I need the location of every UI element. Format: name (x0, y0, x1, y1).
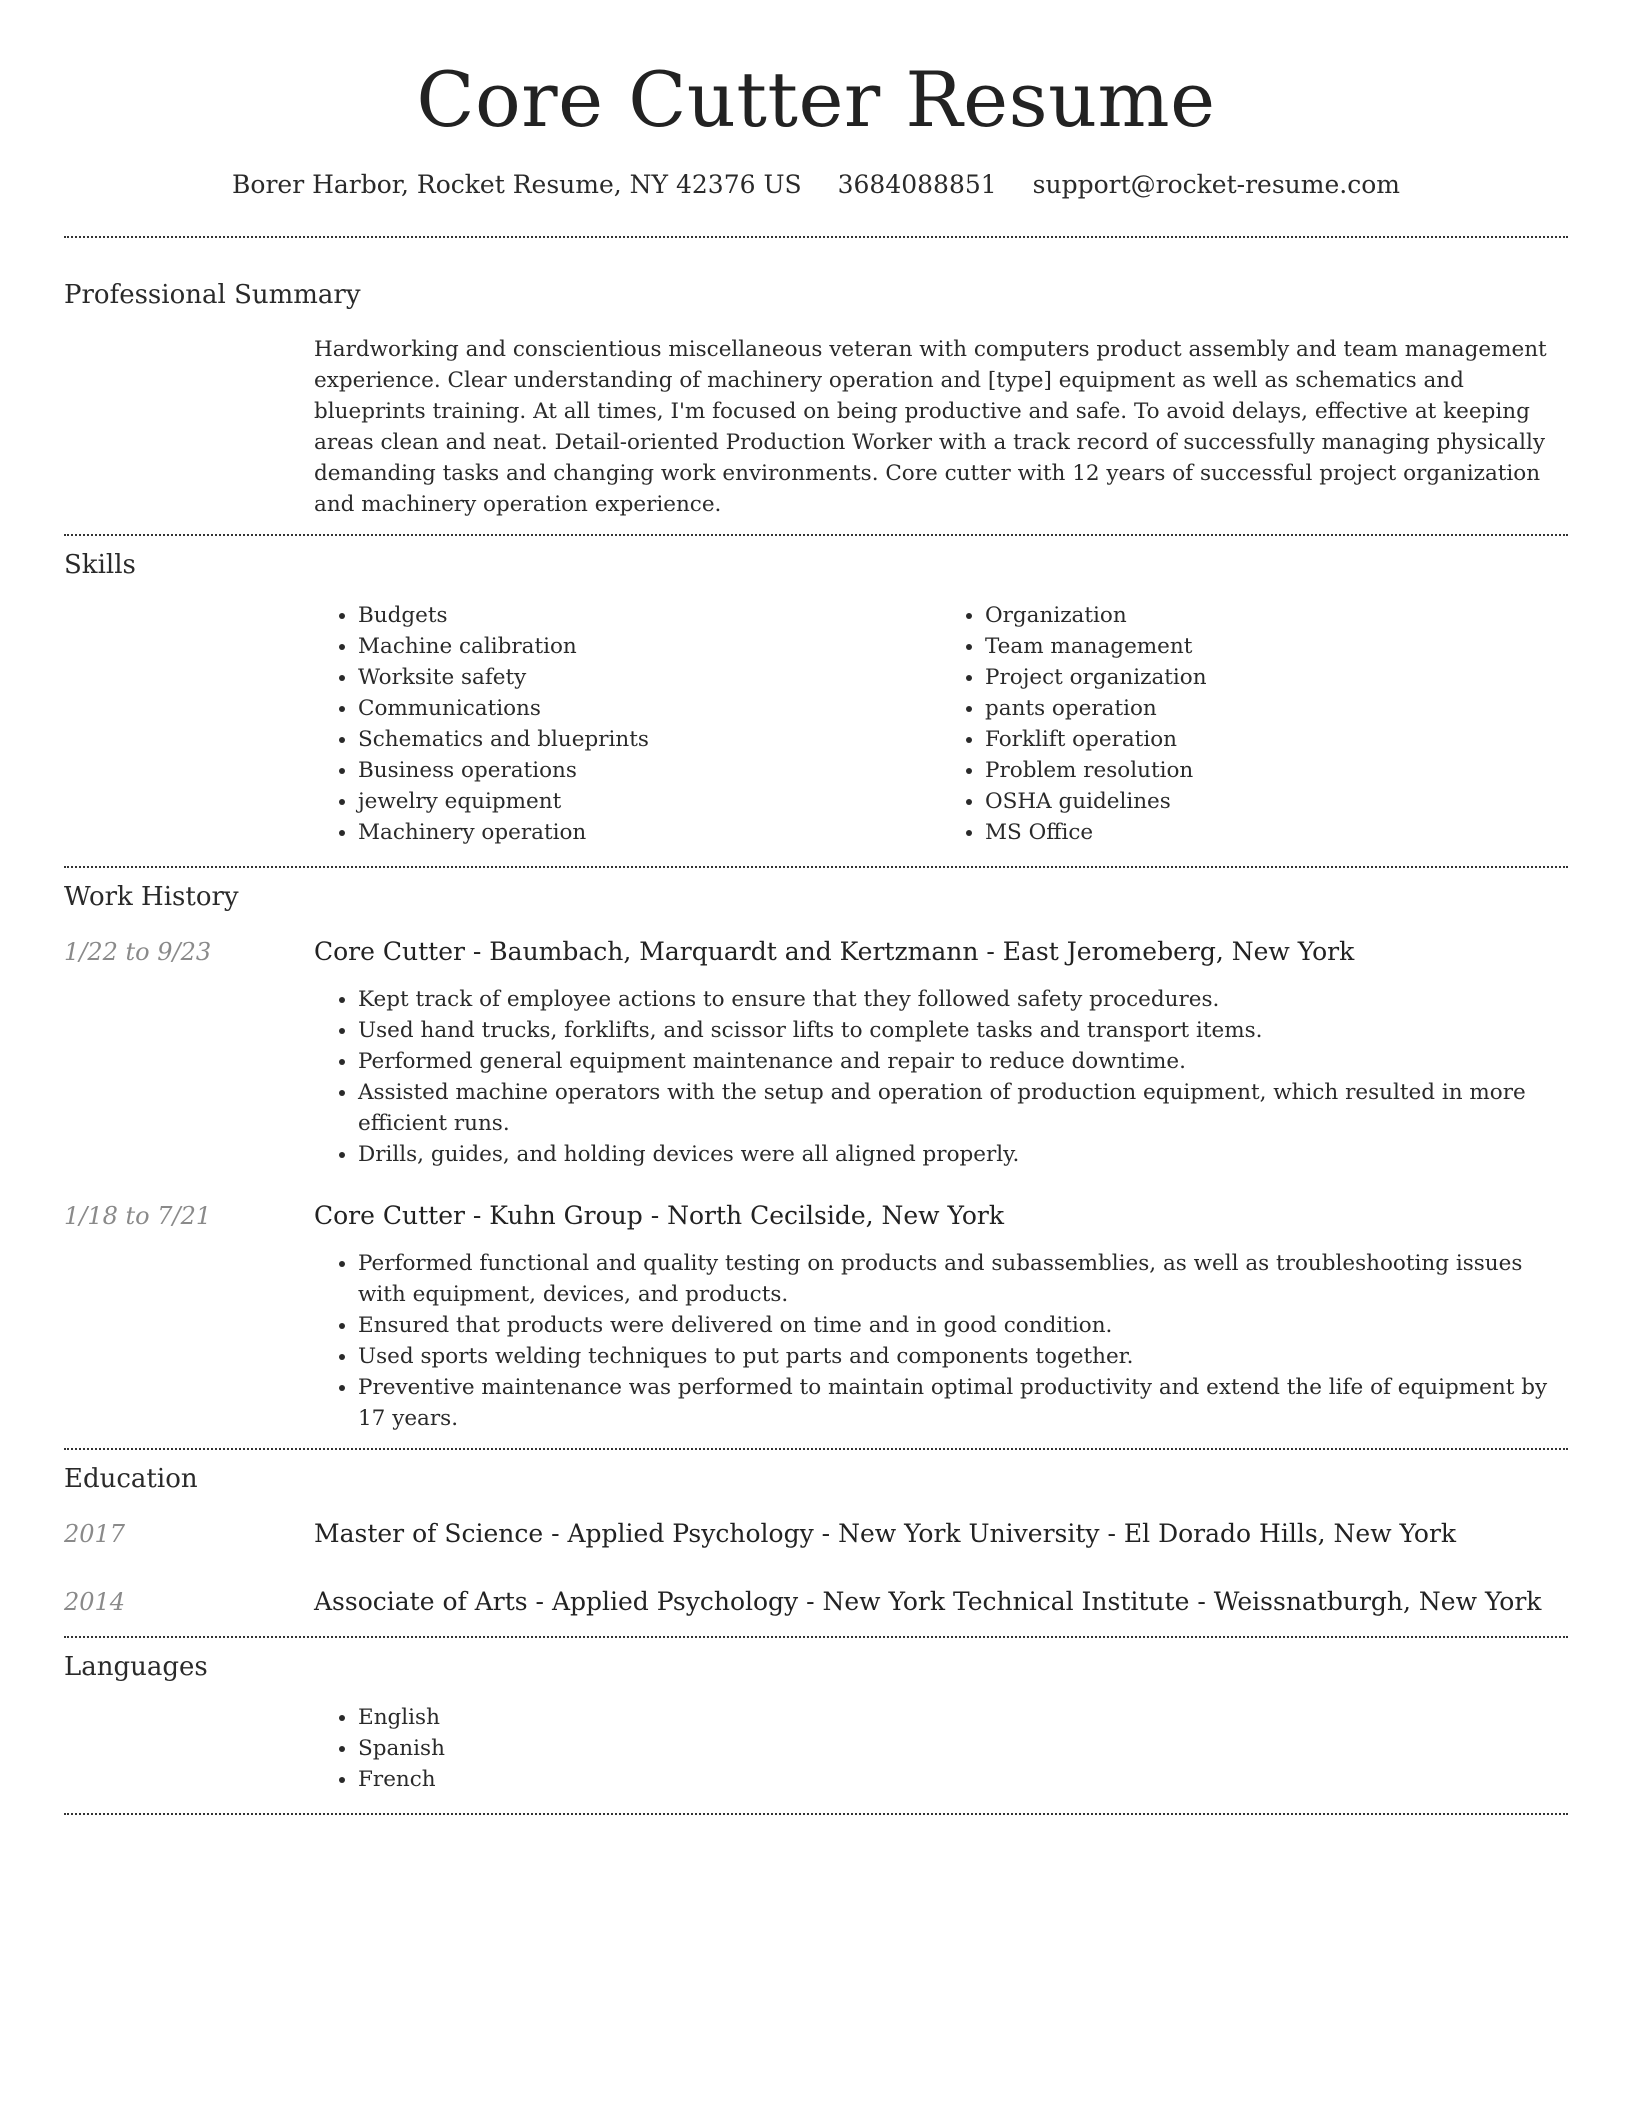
list-item: • Spanish (358, 1733, 1568, 1764)
work-section (64, 868, 1568, 1434)
job-company: Baumbach, Marquardt and Kertzmann (489, 937, 979, 966)
list-item: • English (358, 1702, 1568, 1733)
job-bullets (314, 984, 1568, 1170)
list-item: • Performed functional and quality testing on products and subassemblies, as well as troubleshooting issues with equipment, devices, and products. (358, 1248, 1568, 1310)
job-entry (64, 936, 1568, 1170)
skills-section (64, 536, 1568, 848)
job-dates: 1/22 to 9/23 (64, 938, 212, 966)
contact-address: Borer Harbor, Rocket Resume, NY 42376 US (232, 170, 802, 199)
list-item: • Kept track of employee actions to ensure that they followed safety procedures. (358, 984, 1568, 1015)
list-item: • OSHA guidelines (985, 786, 1568, 817)
languages-section (64, 1638, 1568, 1795)
contact-line (64, 168, 1568, 202)
summary-text: Hardworking and conscientious miscellaneous veteran with computers product assembly and team management experience. Clear understanding of machinery operation and [type] equipment as well as schematics and blueprints training. At all times, I'm focused on being productive and safe. To avoid delays, effective at keeping areas clean and neat. Detail-oriented Production Worker with a track record of successfully managing physically demanding tasks and changing work environments. Core cutter with 12 years of successful project organization and machinery operation experience. (314, 337, 1547, 517)
education-school: New York University (838, 1519, 1100, 1548)
education-school: New York Technical Institute (822, 1587, 1190, 1616)
job-title: Core Cutter - Baumbach, Marquardt and Kertzmann - East Jeromeberg, New York (314, 937, 1355, 966)
education-degree: Associate of Arts (314, 1587, 528, 1616)
section-title-work: Work History (64, 882, 239, 912)
education-field: Applied Psychology (567, 1519, 814, 1548)
job-company: Kuhn Group (489, 1201, 643, 1230)
summary-section (64, 238, 1568, 520)
section-title-summary: Professional Summary (64, 280, 361, 310)
section-title-languages: Languages (64, 1652, 208, 1682)
list-item: • Business operations (358, 755, 941, 786)
job-entry (64, 1200, 1568, 1434)
education-title: Associate of Arts - Applied Psychology - New York Technical Institute - Weissnatburgh, New York (314, 1587, 1542, 1616)
education-location: Weissnatburgh, New York (1213, 1587, 1542, 1616)
list-item: • Schematics and blueprints (358, 724, 941, 755)
education-degree: Master of Science (314, 1519, 544, 1548)
skills-list-right (941, 600, 1568, 848)
resume-page (64, 0, 1568, 1815)
list-item: • Organization (985, 600, 1568, 631)
list-item: • Worksite safety (358, 662, 941, 693)
list-item: • Budgets (358, 600, 941, 631)
section-title-education: Education (64, 1464, 198, 1494)
list-item: • Forklift operation (985, 724, 1568, 755)
job-location: East Jeromeberg, New York (1002, 937, 1355, 966)
list-item: • Preventive maintenance was performed to maintain optimal productivity and extend the life of equipment by 17 years. (358, 1372, 1568, 1434)
education-entry (64, 1586, 1568, 1618)
list-item: • jewelry equipment (358, 786, 941, 817)
job-role: Core Cutter (314, 1201, 465, 1230)
divider (64, 1813, 1568, 1815)
list-item: • Drills, guides, and holding devices were all aligned properly. (358, 1139, 1568, 1170)
education-year: 2017 (64, 1520, 126, 1548)
list-item: • Ensured that products were delivered on time and in good condition. (358, 1310, 1568, 1341)
section-title-skills: Skills (64, 550, 136, 580)
job-role: Core Cutter (314, 937, 465, 966)
job-title: Core Cutter - Kuhn Group - North Cecilside, New York (314, 1201, 1005, 1230)
list-item: • Project organization (985, 662, 1568, 693)
job-dates: 1/18 to 7/21 (64, 1202, 212, 1230)
job-bullets (314, 1248, 1568, 1434)
education-title: Master of Science - Applied Psychology - New York University - El Dorado Hills, New York (314, 1519, 1457, 1548)
languages-list (314, 1702, 1568, 1795)
list-item: • Problem resolution (985, 755, 1568, 786)
list-item: • Used hand trucks, forklifts, and scissor lifts to complete tasks and transport items. (358, 1015, 1568, 1046)
contact-phone: 3684088851 (837, 170, 997, 199)
education-section (64, 1450, 1568, 1618)
job-location: North Cecilside, New York (667, 1201, 1005, 1230)
list-item: • Assisted machine operators with the setup and operation of production equipment, which resulted in more efficient runs. (358, 1077, 1568, 1139)
education-field: Applied Psychology (551, 1587, 799, 1616)
list-item: • Machine calibration (358, 631, 941, 662)
resume-title: Core Cutter Resume (416, 55, 1216, 144)
education-location: El Dorado Hills, New York (1123, 1519, 1457, 1548)
skills-list-left (314, 600, 941, 848)
education-year: 2014 (64, 1588, 126, 1616)
list-item: • Used sports welding techniques to put parts and components together. (358, 1341, 1568, 1372)
list-item: • Performed general equipment maintenance and repair to reduce downtime. (358, 1046, 1568, 1077)
education-entry (64, 1518, 1568, 1550)
list-item: • French (358, 1764, 1568, 1795)
list-item: • Team management (985, 631, 1568, 662)
list-item: • Communications (358, 693, 941, 724)
list-item: • MS Office (985, 817, 1568, 848)
list-item: • Machinery operation (358, 817, 941, 848)
contact-email: support@rocket-resume.com (1032, 170, 1400, 199)
list-item: • pants operation (985, 693, 1568, 724)
